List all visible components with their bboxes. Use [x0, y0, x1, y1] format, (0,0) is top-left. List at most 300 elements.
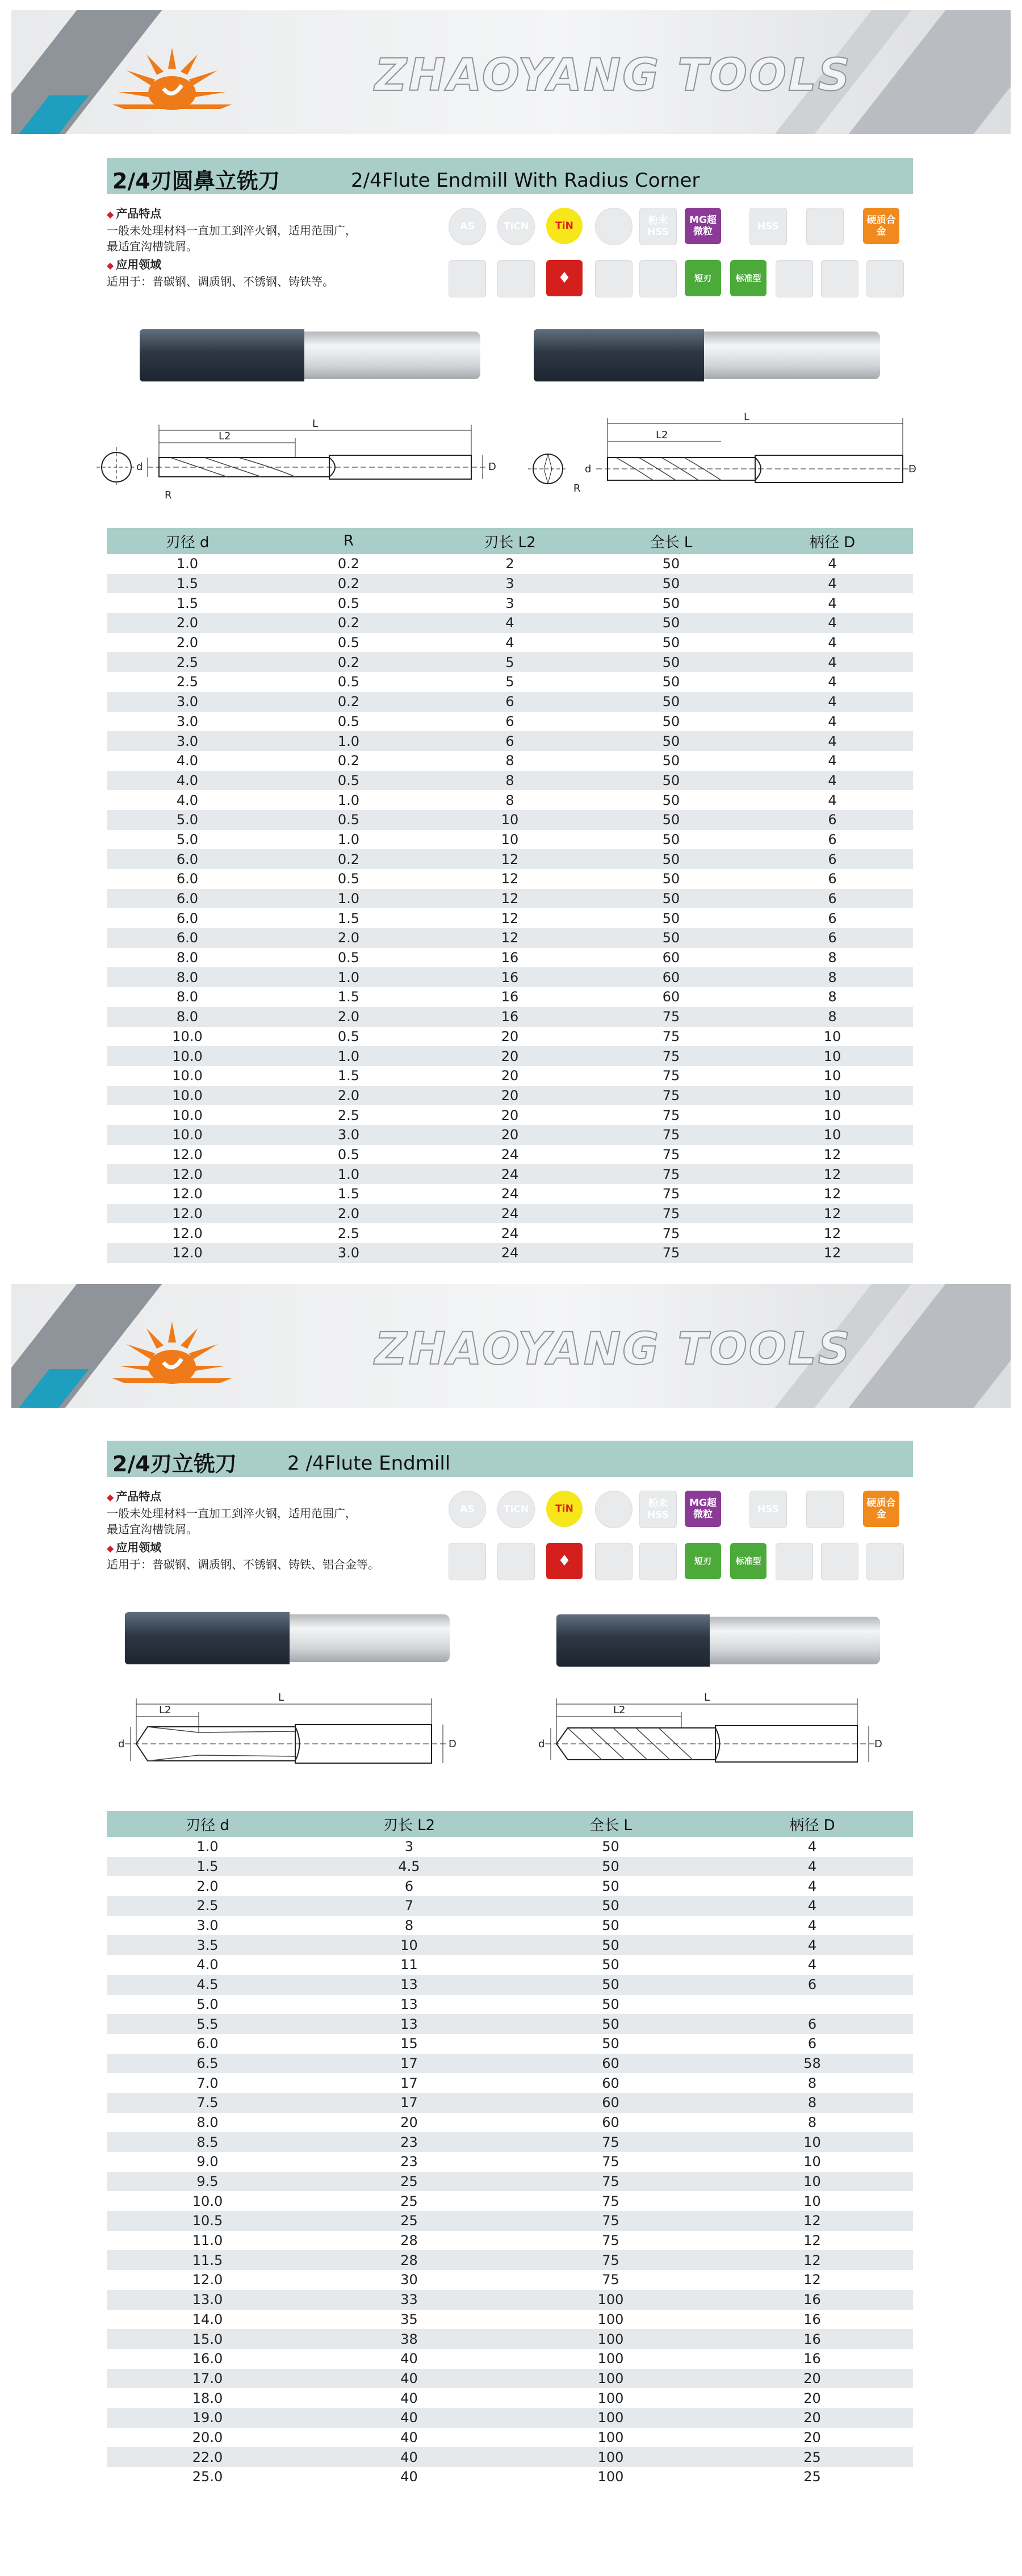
- table-cell: 4: [828, 556, 837, 572]
- badge-long-flute-icon: [776, 260, 813, 297]
- table-cell: 4: [711, 1935, 913, 1955]
- table-row: [107, 712, 913, 732]
- table-cell: 24: [429, 1204, 590, 1224]
- badge-taper-icon: [866, 1543, 904, 1580]
- table-cell: 20: [501, 1028, 519, 1044]
- table-cell: 40: [400, 2351, 418, 2367]
- table-cell: 14.0: [192, 2311, 223, 2327]
- table-row: [107, 869, 913, 889]
- section-title-bar: [107, 1441, 913, 1477]
- table-cell: 75: [662, 1068, 680, 1084]
- table-cell: 22.0: [107, 2447, 308, 2467]
- table-cell: 50: [602, 1996, 619, 2012]
- table-cell: 50: [590, 731, 752, 751]
- table-row: [107, 790, 913, 810]
- table-row: [107, 1995, 913, 2015]
- table-row: [107, 672, 913, 692]
- table-cell: 4: [429, 613, 590, 633]
- table-cell: 75: [590, 1086, 752, 1106]
- table-row: [107, 2113, 913, 2133]
- tool-drawing-2-flute: [114, 1687, 477, 1801]
- table-cell: 10: [711, 2172, 913, 2192]
- table-cell: 2.5: [337, 1225, 360, 1241]
- table-cell: 0.2: [268, 652, 429, 672]
- badge-flat-end-icon: [449, 260, 486, 297]
- table-row: [107, 652, 913, 672]
- table-row: [107, 554, 913, 574]
- badge-standard-icon: 标准型: [730, 260, 767, 296]
- badge-powder-hss-icon: 粉末HSS: [639, 208, 677, 245]
- table-cell: 100: [597, 2429, 624, 2445]
- table-cell: 8: [429, 771, 590, 791]
- table-row: [107, 2152, 913, 2172]
- features-heading: ◆ 产品特点: [107, 205, 357, 223]
- table-row: [107, 987, 913, 1007]
- dim-label-l2: L2: [656, 429, 668, 441]
- table-cell: 60: [602, 2075, 619, 2091]
- table-cell: 40: [308, 2447, 510, 2467]
- badge-standard-icon: 标准型: [730, 1543, 767, 1579]
- table-row: [107, 2428, 913, 2448]
- table-row: [107, 751, 913, 771]
- table-cell: 100: [597, 2469, 624, 2485]
- table-cell: 1.0: [196, 1839, 219, 1855]
- table-cell: 7: [308, 1896, 510, 1916]
- table-cell: 11: [400, 1957, 418, 1973]
- table-cell: 20: [501, 1107, 519, 1123]
- table-cell: 3.0: [176, 713, 199, 729]
- table-cell: 20: [429, 1125, 590, 1145]
- spec-table-radius: [107, 528, 913, 1263]
- table-cell: 12.0: [172, 1146, 203, 1163]
- table-cell: 75: [602, 2233, 619, 2249]
- table-cell: 13: [400, 1996, 418, 2012]
- brand-name: ZHAOYANG TOOLS: [375, 50, 852, 101]
- features-line: 最适宜沟槽铣屑。: [107, 240, 198, 253]
- table-cell: 12: [429, 849, 590, 869]
- table-row: [107, 948, 913, 968]
- table-cell: 2.0: [268, 928, 429, 948]
- badge-hss-icon: HSS: [749, 1491, 787, 1528]
- table-cell: 4.0: [176, 792, 199, 808]
- table-cell: 50: [510, 1975, 711, 1995]
- table-cell: 0.5: [337, 713, 360, 729]
- table-cell: 6: [404, 1878, 414, 1894]
- table-cell: 60: [662, 989, 680, 1005]
- table-cell: 12: [823, 1146, 841, 1163]
- table-cell: 25: [803, 2469, 821, 2485]
- table-cell: 50: [662, 910, 680, 926]
- table-cell: 20: [803, 2390, 821, 2406]
- section-title-bar: [107, 158, 913, 194]
- table-row: [107, 1876, 913, 1896]
- table-cell: 6: [828, 831, 837, 848]
- badge-multi-flute-icon: [595, 1543, 633, 1580]
- table-cell: 16: [429, 967, 590, 987]
- table-cell: 75: [662, 1225, 680, 1241]
- tool-drawing-2-flute: [91, 413, 517, 515]
- table-cell: 10: [823, 1068, 841, 1084]
- column-header: 全长 L: [510, 1811, 711, 1837]
- table-row: [107, 1896, 913, 1916]
- table-cell: 13.0: [107, 2290, 308, 2310]
- badge-powder-hss-icon: 粉末HSS: [639, 1491, 677, 1528]
- table-cell: 9.5: [107, 2172, 308, 2192]
- table-cell: 18.0: [192, 2390, 223, 2406]
- table-cell: 3.0: [107, 731, 268, 751]
- table-cell: 1.0: [337, 792, 360, 808]
- column-header: 全长 L: [590, 528, 752, 554]
- table-cell: 6: [752, 849, 913, 869]
- table-cell: 24: [501, 1225, 519, 1241]
- application-heading: ◆ 应用领域: [107, 1539, 379, 1556]
- table-cell: 2: [505, 556, 514, 572]
- badge-carbide-icon: 硬质合金: [863, 208, 899, 244]
- table-cell: 15.0: [107, 2329, 308, 2349]
- table-cell: 50: [662, 871, 680, 887]
- dim-label-r: R: [165, 489, 172, 501]
- table-cell: 100: [597, 2351, 624, 2367]
- badge-drill-icon: [639, 1543, 677, 1580]
- table-row: [107, 1184, 913, 1204]
- dim-label-l2: L2: [613, 1704, 626, 1716]
- dim-label-d: d: [136, 461, 143, 473]
- sun-logo-icon: [107, 1311, 237, 1385]
- table-cell: 6.0: [176, 871, 199, 887]
- badge-carbide-icon: 硬质合金: [863, 1491, 899, 1527]
- dim-label-l2: L2: [159, 1704, 171, 1716]
- dim-label-shank-d: D: [449, 1738, 456, 1750]
- table-cell: 4: [828, 792, 837, 808]
- table-cell: 0.5: [268, 771, 429, 791]
- table-cell: 3: [429, 574, 590, 594]
- section-title-cn: 2/4刃圆鼻立铣刀: [112, 169, 280, 194]
- table-cell: 1.5: [107, 1857, 308, 1877]
- table-cell: 0.2: [268, 613, 429, 633]
- table-cell: 23: [400, 2154, 418, 2170]
- table-cell: 3.0: [268, 1243, 429, 1263]
- table-cell: 24: [501, 1186, 519, 1202]
- table-row: [107, 1204, 913, 1224]
- table-cell: 20.0: [192, 2429, 223, 2445]
- table-cell: 1.0: [268, 967, 429, 987]
- table-cell: 75: [590, 1046, 752, 1066]
- table-cell: 60: [510, 2093, 711, 2113]
- table-cell: 25.0: [192, 2469, 223, 2485]
- table-cell: 50: [662, 713, 680, 729]
- table-cell: 100: [510, 2329, 711, 2349]
- table-cell: 40: [400, 2390, 418, 2406]
- table-cell: 4: [752, 652, 913, 672]
- table-cell: 20: [803, 2429, 821, 2445]
- table-cell: 50: [662, 753, 680, 769]
- table-row: [107, 593, 913, 613]
- dim-label-shank-d: D: [488, 461, 496, 473]
- table-row: [107, 1837, 913, 1857]
- badge-hss-icon: HSS: [749, 208, 787, 245]
- table-row: [107, 1105, 913, 1125]
- table-cell: 0.5: [337, 1146, 360, 1163]
- table-cell: 4: [828, 674, 837, 690]
- table-cell: 4: [752, 613, 913, 633]
- table-row: [107, 1066, 913, 1086]
- table-cell: 58: [711, 2054, 913, 2074]
- table-cell: 0.5: [337, 635, 360, 651]
- table-cell: 12: [752, 1164, 913, 1184]
- table-cell: 6: [711, 1975, 913, 1995]
- dim-label-d: d: [538, 1738, 545, 1750]
- table-cell: 40: [400, 2429, 418, 2445]
- table-row: [107, 2073, 913, 2093]
- badge-ticn-icon: TiCN: [497, 208, 535, 245]
- tool-photo-2-flute: [125, 1612, 450, 1664]
- table-cell: 50: [602, 1957, 619, 1973]
- table-cell: 11.0: [192, 2233, 223, 2249]
- table-row: [107, 810, 913, 830]
- table-cell: 50: [590, 889, 752, 909]
- table-cell: 50: [662, 635, 680, 651]
- table-row: [107, 2132, 913, 2152]
- table-cell: 6: [429, 692, 590, 712]
- table-cell: 60: [590, 967, 752, 987]
- table-cell: 15: [400, 2036, 418, 2052]
- table-cell: 8: [711, 2093, 913, 2113]
- table-row: [107, 2054, 913, 2074]
- table-cell: 24: [429, 1164, 590, 1184]
- table-cell: 40: [308, 2408, 510, 2428]
- table-cell: 75: [510, 2172, 711, 2192]
- table-cell: 0.5: [268, 810, 429, 830]
- table-cell: 16: [429, 1007, 590, 1027]
- table-cell: 3.0: [268, 1125, 429, 1145]
- table-cell: 8: [505, 753, 514, 769]
- table-cell: 75: [590, 1164, 752, 1184]
- table-cell: 7.0: [196, 2075, 219, 2091]
- badge-multi-flute-icon: [595, 260, 633, 297]
- table-row: [107, 1046, 913, 1066]
- table-cell: 10.0: [107, 1125, 268, 1145]
- table-cell: 6: [429, 731, 590, 751]
- table-cell: 28: [400, 2233, 418, 2249]
- table-row: [107, 1164, 913, 1184]
- table-cell: 10: [752, 1125, 913, 1145]
- table-cell: 8.5: [107, 2132, 308, 2152]
- table-cell: 1.5: [337, 1186, 360, 1202]
- table-cell: 50: [602, 1918, 619, 1934]
- table-cell: 25: [400, 2193, 418, 2209]
- table-cell: 100: [597, 2311, 624, 2327]
- table-cell: 6: [752, 928, 913, 948]
- table-row: [107, 1916, 913, 1936]
- table-cell: 4: [752, 574, 913, 594]
- table-cell: [711, 1995, 913, 2015]
- table-cell: 6.0: [107, 849, 268, 869]
- table-cell: 8.0: [176, 989, 199, 1005]
- table-cell: 75: [602, 2193, 619, 2209]
- table-cell: 1.5: [337, 1068, 360, 1084]
- table-cell: 6: [505, 713, 514, 729]
- table-cell: 10.0: [107, 1046, 268, 1066]
- table-cell: 1.0: [268, 1046, 429, 1066]
- table-cell: 10: [823, 1028, 841, 1044]
- table-cell: 12: [803, 2272, 821, 2288]
- table-cell: 17: [308, 2093, 510, 2113]
- table-cell: 20: [400, 2114, 418, 2130]
- table-row: [107, 1145, 913, 1165]
- table-cell: 3.5: [107, 1935, 308, 1955]
- table-row: [107, 1007, 913, 1027]
- table-cell: 10: [711, 2132, 913, 2152]
- table-cell: 40: [400, 2469, 418, 2485]
- table-cell: 16: [803, 2351, 821, 2367]
- table-cell: 30: [400, 2272, 418, 2288]
- table-cell: 6.5: [107, 2054, 308, 2074]
- table-cell: 4.0: [107, 771, 268, 791]
- table-row: [107, 1857, 913, 1877]
- table-row: [107, 2310, 913, 2330]
- table-row: [107, 2093, 913, 2113]
- table-cell: 5: [429, 652, 590, 672]
- tool-photo-4-flute: [534, 329, 880, 381]
- table-cell: 16: [501, 950, 519, 966]
- table-cell: 10: [308, 1935, 510, 1955]
- table-cell: 5: [505, 674, 514, 690]
- table-cell: 4.5: [308, 1857, 510, 1877]
- badge-blank-icon: [595, 1491, 633, 1528]
- table-cell: 75: [590, 1243, 752, 1263]
- dim-label-l: L: [704, 1692, 710, 1704]
- table-cell: 4: [828, 635, 837, 651]
- table-cell: 50: [602, 1839, 619, 1855]
- table-cell: 4.5: [107, 1975, 308, 1995]
- table-row: [107, 1086, 913, 1106]
- badge-short-flute-icon: 短刃: [685, 1543, 721, 1579]
- table-cell: 50: [590, 652, 752, 672]
- table-cell: 38: [308, 2329, 510, 2349]
- table-cell: 1.5: [107, 574, 268, 594]
- table-cell: 4: [711, 1896, 913, 1916]
- table-cell: 25: [308, 2211, 510, 2231]
- table-cell: 75: [590, 1204, 752, 1224]
- table-cell: 4: [807, 1878, 817, 1894]
- table-row: [107, 908, 913, 928]
- table-cell: 50: [510, 1935, 711, 1955]
- table-cell: 100: [510, 2290, 711, 2310]
- table-cell: 12: [823, 1186, 841, 1202]
- table-cell: 8: [828, 950, 837, 966]
- table-row: [107, 1027, 913, 1047]
- table-cell: 33: [308, 2290, 510, 2310]
- table-cell: 4: [752, 692, 913, 712]
- table-cell: 5.0: [196, 1996, 219, 2012]
- table-cell: 17: [400, 2075, 418, 2091]
- table-cell: 23: [308, 2132, 510, 2152]
- table-cell: 1.5: [337, 910, 360, 926]
- table-cell: 12.0: [172, 1186, 203, 1202]
- table-cell: 50: [662, 595, 680, 611]
- table-row: [107, 830, 913, 850]
- table-cell: 12.0: [172, 1225, 203, 1241]
- application-text: 适用于：普碳钢、调质钢、不锈钢、铸铁等。: [107, 275, 334, 288]
- table-row: [107, 2349, 913, 2369]
- table-cell: 17: [308, 2054, 510, 2074]
- badge-cobalt-icon: [806, 1491, 844, 1528]
- table-cell: 16: [803, 2311, 821, 2327]
- product-features: [107, 1488, 379, 1572]
- badge-flat-end-selected-icon: ♦: [546, 1543, 583, 1579]
- table-cell: 16: [501, 989, 519, 1005]
- table-cell: 24: [501, 1146, 519, 1163]
- table-cell: 2.0: [268, 1086, 429, 1106]
- brand-name: ZHAOYANG TOOLS: [375, 1324, 852, 1375]
- table-cell: 75: [662, 1186, 680, 1202]
- column-header: R: [268, 528, 429, 554]
- table-row: [107, 613, 913, 633]
- table-cell: 2.0: [176, 635, 199, 651]
- table-cell: 1.5: [337, 989, 360, 1005]
- dim-label-d: d: [585, 463, 592, 475]
- table-cell: 50: [590, 771, 752, 791]
- table-cell: 75: [602, 2154, 619, 2170]
- table-row: [107, 2034, 913, 2054]
- badge-tin-icon: TiN: [546, 208, 583, 244]
- tool-photo-2-flute: [140, 329, 480, 381]
- table-cell: 12: [501, 910, 519, 926]
- tool-drawing-4-flute: [517, 406, 925, 514]
- table-cell: 4: [807, 1839, 817, 1855]
- table-cell: 8: [807, 2075, 817, 2091]
- table-row: [107, 2408, 913, 2428]
- badge-long-flute-icon: [776, 1543, 813, 1580]
- table-row: [107, 1223, 913, 1243]
- badge-ball-end-icon: [497, 260, 535, 297]
- table-cell: 12: [711, 2250, 913, 2270]
- table-cell: 1.0: [337, 831, 360, 848]
- table-cell: 8: [752, 1007, 913, 1027]
- badge-flat-end-icon: [449, 1543, 486, 1580]
- table-cell: 60: [662, 950, 680, 966]
- table-row: [107, 2447, 913, 2467]
- table-cell: 20: [429, 1046, 590, 1066]
- table-cell: 5.0: [107, 810, 268, 830]
- table-cell: 5.0: [176, 831, 199, 848]
- table-cell: 8.0: [176, 950, 199, 966]
- table-row: [107, 574, 913, 594]
- table-cell: 4.0: [196, 1957, 219, 1973]
- table-row: [107, 849, 913, 869]
- table-row: [107, 633, 913, 653]
- table-row: [107, 1975, 913, 1995]
- table-cell: 60: [510, 2054, 711, 2074]
- table-cell: 50: [662, 831, 680, 848]
- application-heading: ◆ 应用领域: [107, 257, 357, 274]
- table-cell: 10: [823, 1107, 841, 1123]
- table-cell: 75: [590, 1007, 752, 1027]
- table-cell: 2.5: [107, 652, 268, 672]
- badge-blank-icon: [595, 208, 633, 245]
- table-cell: 1.0: [268, 889, 429, 909]
- brand-banner: [11, 1284, 1011, 1408]
- table-cell: 50: [590, 928, 752, 948]
- table-cell: 50: [602, 2036, 619, 2052]
- table-cell: 4: [505, 635, 514, 651]
- table-cell: 2.0: [107, 613, 268, 633]
- badge-mg-micrograin-icon: MG超微粒: [685, 208, 721, 244]
- table-cell: 12: [501, 871, 519, 887]
- features-line: 最适宜沟槽铣屑。: [107, 1522, 198, 1536]
- table-cell: 11.5: [107, 2250, 308, 2270]
- table-cell: 25: [711, 2447, 913, 2467]
